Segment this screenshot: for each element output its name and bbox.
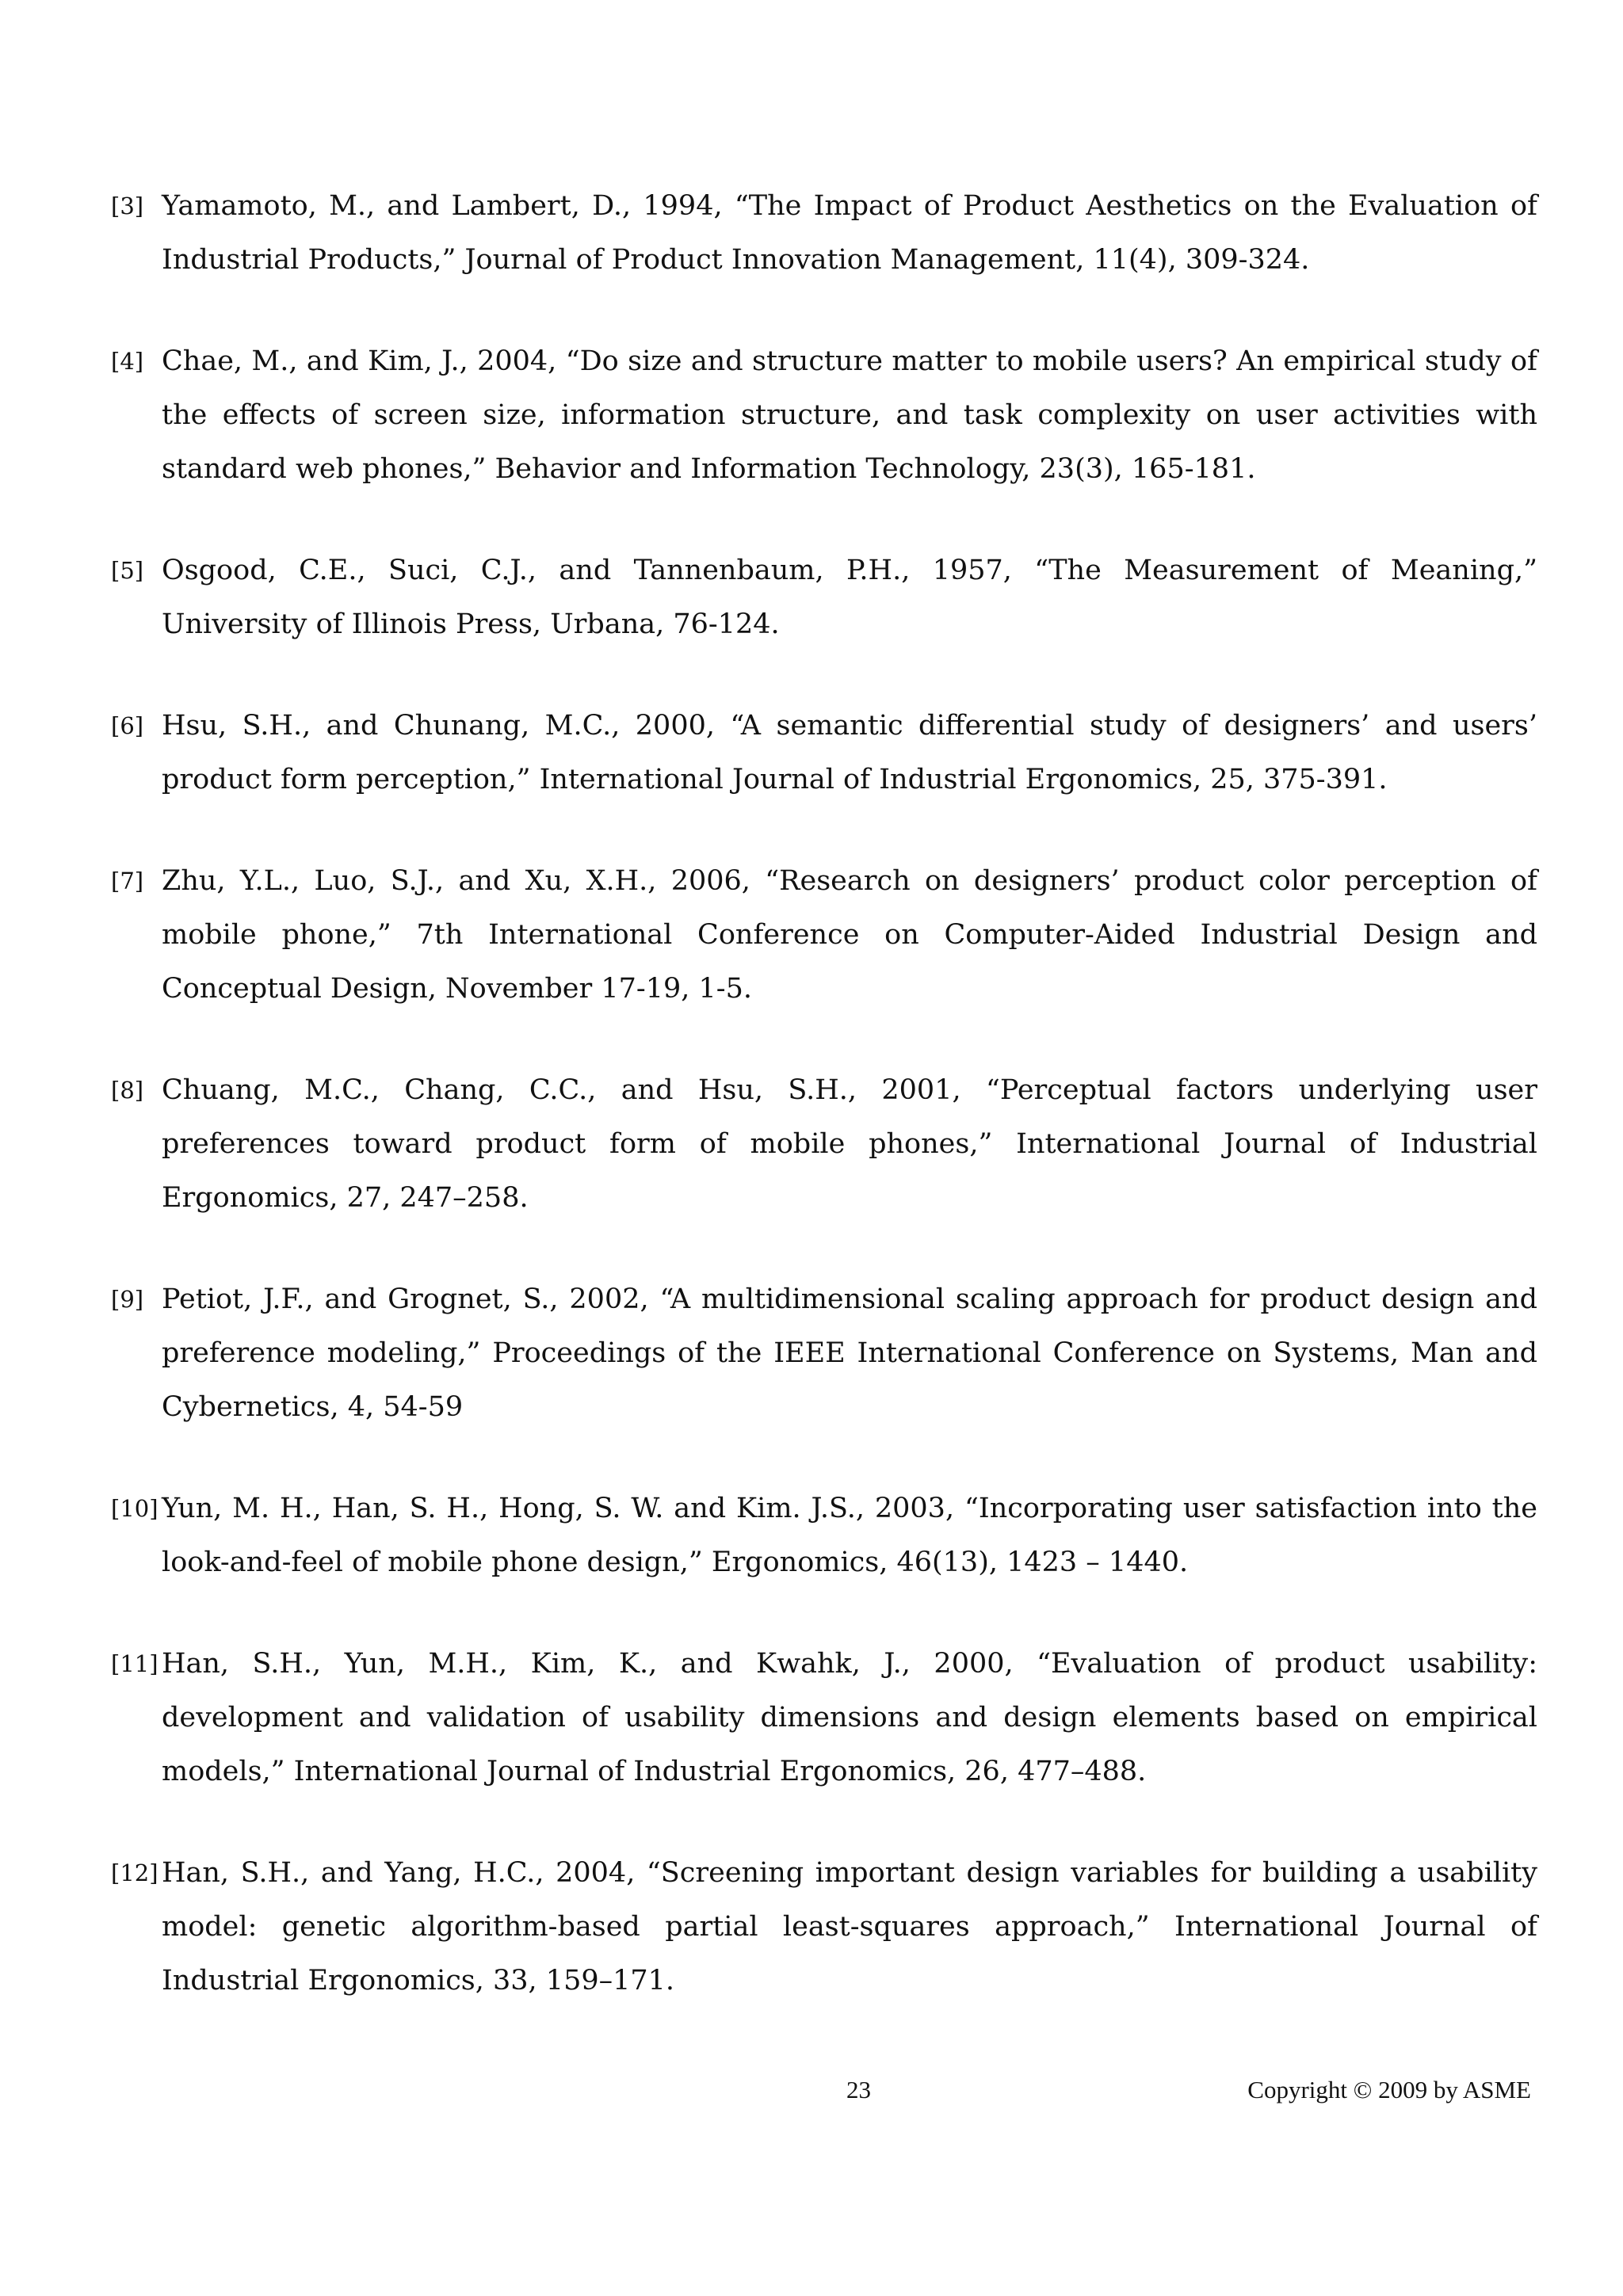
reference-number: [3] <box>111 193 144 219</box>
reference-text: Han, S.H., Yun, M.H., Kim, K., and Kwahk, J., 2000, “Evaluation of product usability: development and validation of usability dimensions and design elements based on empirical models,” International Journal of Industrial Ergonomics, 26, 477–488. <box>162 1648 1537 1787</box>
reference-text: Chae, M., and Kim, J., 2004, “Do size and structure matter to mobile users? An empirical study of the effects of screen size, information structure, and task complexity on user activities with standard web phones,” Behavior and Information Technology, 23(3), 165-181. <box>162 345 1537 485</box>
reference-text: Hsu, S.H., and Chunang, M.C., 2000, “A semantic differential study of designers’ and users’ product form perception,” International Journal of Industrial Ergonomics, 25, 375-391. <box>162 710 1537 795</box>
copyright-notice: Copyright © 2009 by ASME <box>1247 2076 1531 2103</box>
reference-text: Zhu, Y.L., Luo, S.J., and Xu, X.H., 2006, “Research on designers’ product color perception of mobile phone,” 7th International Conference on Computer-Aided Industrial Design and Conceptual Design, November 17-19, 1-5. <box>162 865 1537 1005</box>
reference-text: Yamamoto, M., and Lambert, D., 1994, “The Impact of Product Aesthetics on the Evaluation of Industrial Products,” Journal of Product Innovation Management, 11(4), 309-324. <box>162 190 1537 276</box>
reference-item <box>111 179 1537 287</box>
reference-item <box>111 543 1537 651</box>
reference-number: [6] <box>111 712 144 739</box>
reference-text: Yun, M. H., Han, S. H., Hong, S. W. and Kim. J.S., 2003, “Incorporating user satisfaction into the look-and-feel of mobile phone design,” Ergonomics, 46(13), 1423 – 1440. <box>162 1493 1537 1578</box>
reference-number: [8] <box>111 1077 144 1104</box>
reference-text: Petiot, J.F., and Grognet, S., 2002, “A multidimensional scaling approach for product design and preference modeling,” Proceedings of the IEEE International Conference on Systems, Man and Cybernetics, 4, 54-59 <box>162 1283 1537 1423</box>
reference-text: Osgood, C.E., Suci, C.J., and Tannenbaum, P.H., 1957, “The Measurement of Meaning,” University of Illinois Press, Urbana, 76-124. <box>162 555 1537 640</box>
reference-list <box>111 179 1537 2055</box>
reference-number: [11] <box>111 1650 158 1677</box>
page-number: 23 <box>846 2076 871 2103</box>
reference-item <box>111 854 1537 1016</box>
reference-number: [4] <box>111 348 144 375</box>
reference-number: [5] <box>111 557 144 584</box>
reference-number: [7] <box>111 868 144 894</box>
reference-item <box>111 334 1537 496</box>
reference-item <box>111 699 1537 807</box>
reference-item <box>111 1272 1537 1434</box>
page-footer <box>111 2074 1537 2106</box>
reference-text: Chuang, M.C., Chang, C.C., and Hsu, S.H., 2001, “Perceptual factors underlying user preferences toward product form of mobile phones,” International Journal of Industrial Ergonomics, 27, 247–258. <box>162 1074 1537 1214</box>
reference-item <box>111 1482 1537 1589</box>
reference-item <box>111 1637 1537 1798</box>
reference-number: [10] <box>111 1495 158 1522</box>
reference-item <box>111 1846 1537 2008</box>
reference-number: [9] <box>111 1286 144 1313</box>
reference-item <box>111 1063 1537 1225</box>
reference-text: Han, S.H., and Yang, H.C., 2004, “Screening important design variables for building a usability model: genetic algorithm-based partial least-squares approach,” International Journal of Industrial Ergonomics, 33, 159–171. <box>162 1857 1537 1997</box>
reference-number: [12] <box>111 1859 158 1886</box>
